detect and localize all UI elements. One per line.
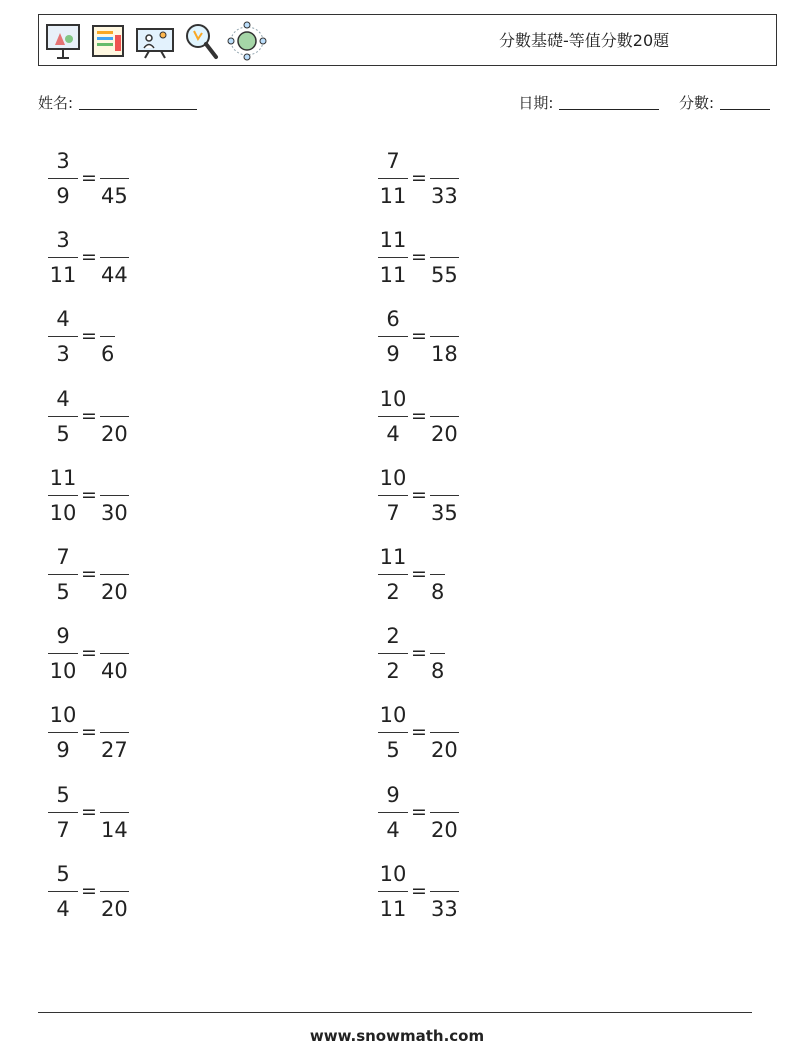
- fraction-bar: [378, 336, 408, 337]
- fraction-bar: [378, 495, 408, 496]
- numerator: 9: [386, 782, 400, 807]
- fraction-bar: [378, 257, 408, 258]
- equals-sign: =: [411, 563, 427, 585]
- denominator: 2: [386, 580, 400, 604]
- answer-fraction: [431, 225, 467, 289]
- equals-sign: =: [81, 563, 97, 585]
- answer-fraction: [431, 542, 467, 606]
- name-blank[interactable]: [79, 94, 197, 110]
- equals-sign: =: [411, 325, 427, 348]
- equals-sign: =: [81, 879, 97, 902]
- answer-denominator: 33: [431, 184, 458, 208]
- answer-numerator-blank[interactable]: [100, 178, 129, 179]
- date-score-fields: [518, 92, 770, 113]
- fraction-bar: [378, 891, 408, 892]
- answer-fraction: [101, 859, 137, 923]
- denominator: 10: [49, 500, 77, 525]
- equals-sign: =: [411, 483, 427, 506]
- footer-divider: [38, 1012, 752, 1013]
- answer-fraction: [101, 542, 137, 606]
- numerator: 7: [386, 149, 400, 173]
- answer-fraction: [101, 700, 137, 764]
- answer-numerator-blank[interactable]: [100, 574, 129, 575]
- answer-denominator: 20: [431, 817, 458, 842]
- answer-denominator: 44: [101, 263, 128, 288]
- answer-numerator-blank[interactable]: [430, 732, 459, 733]
- equivalent-fraction-problem: [43, 384, 163, 448]
- answer-denominator: 6: [101, 342, 115, 367]
- equivalent-fraction-problem: [373, 859, 493, 923]
- denominator: 9: [56, 184, 70, 208]
- denominator: 11: [49, 263, 77, 288]
- answer-fraction: [431, 463, 467, 527]
- denominator: 11: [379, 263, 407, 288]
- equivalent-fraction-problem: [43, 859, 163, 923]
- answer-numerator-blank[interactable]: [100, 812, 129, 813]
- magnifier-icon: [181, 21, 221, 61]
- equivalent-fraction-problem: [373, 384, 493, 448]
- fraction-bar: [378, 653, 408, 654]
- answer-numerator-blank[interactable]: [430, 336, 459, 337]
- numerator: 11: [49, 465, 77, 490]
- answer-numerator-blank[interactable]: [430, 891, 459, 892]
- answer-denominator: 8: [431, 659, 445, 684]
- denominator: 11: [379, 896, 407, 921]
- numerator: 11: [379, 545, 407, 569]
- numerator: 11: [379, 228, 407, 253]
- worksheet-header: [38, 14, 777, 66]
- answer-fraction: [431, 621, 467, 685]
- equivalent-fraction-problem: [43, 146, 163, 210]
- numerator: 10: [379, 465, 407, 490]
- denominator: 5: [56, 421, 70, 446]
- denominator: 4: [386, 817, 400, 842]
- equivalent-fraction-problem: [373, 621, 493, 685]
- numerator: 10: [379, 703, 407, 728]
- denominator: 7: [56, 817, 70, 842]
- name-field: [38, 92, 197, 113]
- answer-denominator: 8: [431, 580, 445, 604]
- equals-sign: =: [411, 800, 427, 823]
- equivalent-fraction-problem: [43, 621, 163, 685]
- score-blank[interactable]: [720, 94, 770, 110]
- denominator: 7: [386, 500, 400, 525]
- equals-sign: =: [81, 642, 97, 665]
- answer-numerator-blank[interactable]: [100, 336, 115, 337]
- equivalent-fraction-problem: [373, 146, 493, 210]
- numerator: 10: [49, 703, 77, 728]
- equals-sign: =: [81, 800, 97, 823]
- equals-sign: =: [411, 642, 427, 665]
- answer-numerator-blank[interactable]: [430, 257, 459, 258]
- denominator: 4: [386, 421, 400, 446]
- fraction-bar: [48, 257, 78, 258]
- footer-url: www.snowmath.com: [309, 1027, 485, 1045]
- answer-numerator-blank[interactable]: [430, 653, 445, 654]
- answer-numerator-blank[interactable]: [100, 257, 129, 258]
- equivalent-fraction-problem: [373, 542, 493, 606]
- answer-fraction: [101, 225, 137, 289]
- fraction-bar: [378, 178, 408, 179]
- answer-denominator: 30: [101, 500, 128, 525]
- equivalent-fraction-problem: [43, 780, 163, 844]
- score-label: 分數:: [678, 94, 714, 112]
- denominator: 2: [386, 659, 400, 684]
- answer-numerator-blank[interactable]: [430, 416, 459, 417]
- answer-denominator: 18: [431, 342, 458, 367]
- answer-denominator: 20: [101, 580, 128, 604]
- answer-numerator-blank[interactable]: [430, 495, 459, 496]
- equals-sign: =: [411, 721, 427, 744]
- answer-fraction: [431, 700, 467, 764]
- answer-fraction: [431, 304, 467, 368]
- teacher-screen-icon: [135, 21, 175, 61]
- fraction-bar: [48, 495, 78, 496]
- numerator: 2: [386, 624, 400, 649]
- fraction-bar: [48, 812, 78, 813]
- answer-denominator: 40: [101, 659, 128, 684]
- answer-fraction: [101, 463, 137, 527]
- answer-denominator: 35: [431, 500, 458, 525]
- equivalent-fraction-problem: [43, 304, 163, 368]
- equivalent-fraction-problem: [43, 225, 163, 289]
- equivalent-fraction-problem: [373, 780, 493, 844]
- worksheet-title: 分數基礎-等值分數20題: [499, 31, 670, 50]
- equivalent-fraction-problem: [43, 463, 163, 527]
- answer-numerator-blank[interactable]: [100, 891, 129, 892]
- answer-denominator: 20: [431, 738, 458, 763]
- answer-denominator: 20: [101, 896, 128, 921]
- numerator: 4: [56, 307, 70, 332]
- equivalent-fraction-problem: [43, 542, 163, 606]
- date-blank[interactable]: [559, 94, 659, 110]
- equivalent-fraction-problem: [373, 700, 493, 764]
- answer-denominator: 55: [431, 263, 458, 288]
- equals-sign: =: [411, 879, 427, 902]
- answer-denominator: 45: [101, 184, 128, 208]
- fraction-bar: [378, 812, 408, 813]
- answer-numerator-blank[interactable]: [100, 653, 129, 654]
- numerator: 10: [379, 861, 407, 886]
- answer-fraction: [101, 304, 137, 368]
- answer-numerator-blank[interactable]: [100, 495, 129, 496]
- fraction-bar: [48, 178, 78, 179]
- numerator: 6: [386, 307, 400, 332]
- equals-sign: =: [81, 325, 97, 348]
- equivalent-fraction-problem: [373, 463, 493, 527]
- numerator: 3: [56, 149, 70, 173]
- answer-fraction: [431, 384, 467, 448]
- fraction-bar: [48, 891, 78, 892]
- denominator: 9: [56, 738, 70, 763]
- presentation-board-icon: [43, 21, 83, 61]
- name-label: 姓名:: [38, 94, 74, 112]
- equals-sign: =: [81, 167, 97, 189]
- report-document-icon: [89, 21, 129, 61]
- denominator: 5: [56, 580, 70, 604]
- equals-sign: =: [81, 404, 97, 427]
- denominator: 10: [49, 659, 77, 684]
- fraction-bar: [48, 336, 78, 337]
- fraction-bar: [48, 416, 78, 417]
- fraction-bar: [378, 416, 408, 417]
- answer-numerator-blank[interactable]: [430, 178, 459, 179]
- equals-sign: =: [81, 246, 97, 269]
- answer-numerator-blank[interactable]: [100, 732, 129, 733]
- answer-denominator: 14: [101, 817, 128, 842]
- numerator: 7: [56, 545, 70, 569]
- fraction-bar: [378, 732, 408, 733]
- answer-denominator: 20: [431, 421, 458, 446]
- equals-sign: =: [411, 404, 427, 427]
- numerator: 10: [379, 386, 407, 411]
- answer-denominator: 27: [101, 738, 128, 763]
- answer-denominator: 33: [431, 896, 458, 921]
- fraction-bar: [378, 574, 408, 575]
- numerator: 5: [56, 782, 70, 807]
- answer-fraction: [431, 859, 467, 923]
- numerator: 3: [56, 228, 70, 253]
- answer-numerator-blank[interactable]: [430, 574, 445, 575]
- denominator: 5: [386, 738, 400, 763]
- answer-denominator: 20: [101, 421, 128, 446]
- equivalent-fraction-problem: [373, 304, 493, 368]
- denominator: 3: [56, 342, 70, 367]
- answer-numerator-blank[interactable]: [100, 416, 129, 417]
- answer-fraction: [101, 780, 137, 844]
- equivalent-fraction-problem: [373, 225, 493, 289]
- equals-sign: =: [411, 246, 427, 269]
- answer-numerator-blank[interactable]: [430, 812, 459, 813]
- denominator: 11: [379, 184, 407, 208]
- date-label: 日期:: [518, 94, 554, 112]
- numerator: 4: [56, 386, 70, 411]
- answer-fraction: [431, 780, 467, 844]
- equivalent-fraction-problem: [43, 700, 163, 764]
- globe-network-icon: [227, 21, 267, 61]
- denominator: 4: [56, 896, 70, 921]
- equals-sign: =: [81, 721, 97, 744]
- numerator: 9: [56, 624, 70, 649]
- header-icons: [43, 19, 267, 63]
- answer-fraction: [101, 621, 137, 685]
- equals-sign: =: [411, 167, 427, 189]
- equals-sign: =: [81, 483, 97, 506]
- numerator: 5: [56, 861, 70, 886]
- fraction-bar: [48, 653, 78, 654]
- fraction-bar: [48, 732, 78, 733]
- fraction-bar: [48, 574, 78, 575]
- answer-fraction: [431, 146, 467, 210]
- denominator: 9: [386, 342, 400, 367]
- answer-fraction: [101, 146, 137, 210]
- answer-fraction: [101, 384, 137, 448]
